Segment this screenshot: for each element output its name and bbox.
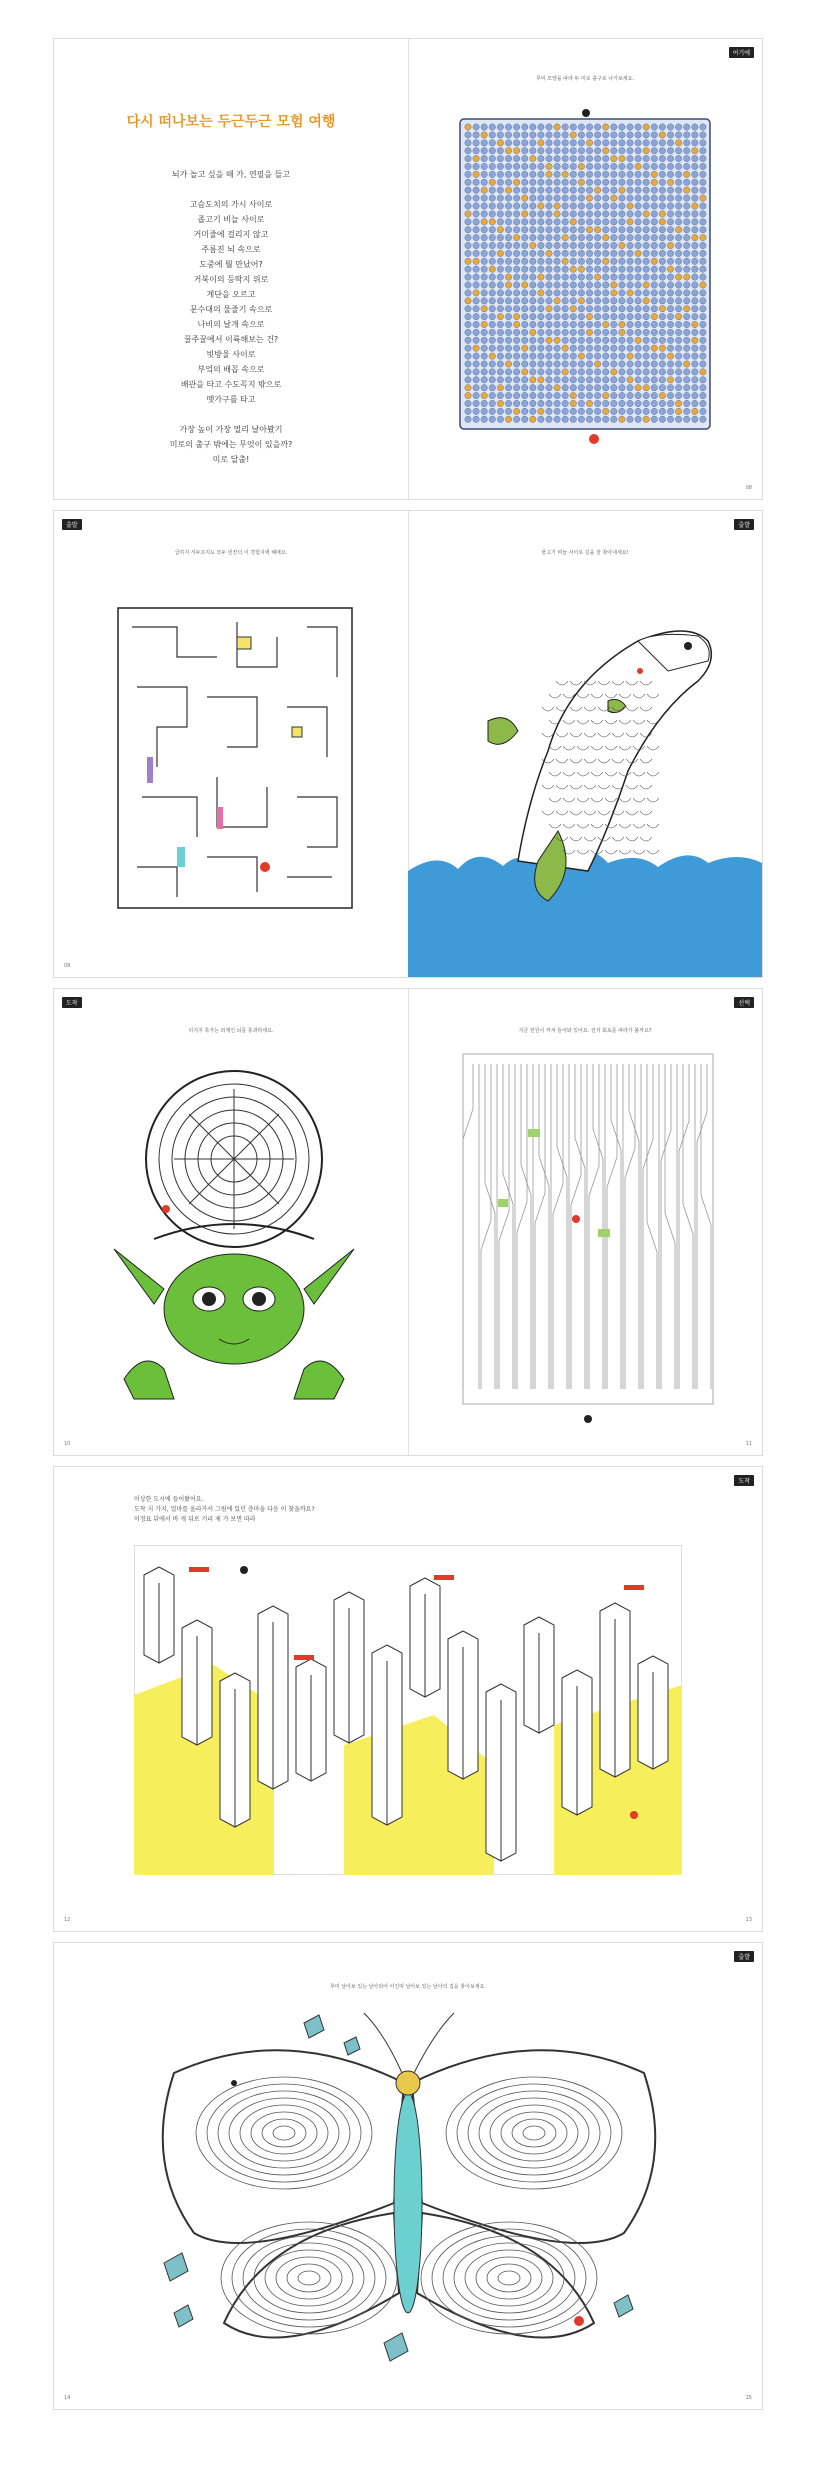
poem-line: 부엌의 배꼽 속으로: [197, 365, 265, 374]
poem-line: 도중에 뭘 만났어?: [199, 260, 263, 269]
poem-line: 고슴도치의 가시 사이로: [189, 200, 273, 209]
page-number: 10: [64, 1441, 71, 1447]
poem-line: 뗏가구를 타고: [206, 395, 256, 404]
poem-line: 미로의 출구 밖에는 무엇이 있을까?: [169, 440, 293, 449]
isometric-maze-page: [54, 511, 409, 977]
start-marker: [582, 109, 590, 117]
circuit-board-illustration: [458, 1049, 718, 1429]
fish-maze-page: [408, 511, 762, 977]
maze-caption: 급하지 서두르지도 모두 빈칸의 이 경험지에 헤매요.: [174, 550, 288, 556]
poem-line: 좁고기 비늘 사이로: [197, 215, 265, 224]
poem-line: [54, 407, 408, 422]
page-tag: 출발: [734, 1951, 754, 1962]
poem-line: 미로 달출!: [212, 455, 250, 464]
instruction-line: 이상한 도시에 들어왔어요.: [134, 1496, 204, 1503]
spread-2: [53, 510, 763, 978]
circuit-maze-page: [408, 989, 762, 1455]
spread-4: [53, 1466, 763, 1932]
spread-5: [53, 1942, 763, 2410]
page-tag: 도착: [62, 997, 82, 1008]
page-number: 08: [64, 963, 71, 969]
poem-line: 가장 높이 가장 멀리 날아봤기: [179, 425, 283, 434]
poem-line: [54, 182, 408, 197]
page-tag: 여기에: [729, 47, 754, 58]
page-number: 08: [745, 485, 752, 491]
fish-illustration: [408, 601, 762, 977]
spread-3: [53, 988, 763, 1456]
poem-line: 계단을 오르고: [206, 290, 256, 299]
instruction-line: 도착 지 가지, 얼마를 올라가서 그림에 있던 층마을 다음 이 찾을까요?: [134, 1506, 315, 1513]
poem-line: 거북이의 등딱지 위로: [193, 275, 269, 284]
poem-line: 뇌가 놀고 싶을 때 가, 연필을 들고: [171, 170, 291, 179]
poem-line: 거미줄에 걸리지 않고: [193, 230, 269, 239]
alien-brain-maze-page: [54, 989, 409, 1455]
hedgehog-maze-page: [408, 39, 762, 499]
poem-line: 문수대의 물줄기 속으로: [189, 305, 273, 314]
spread-1: [53, 38, 763, 500]
page-tag: 출발: [734, 519, 754, 530]
maze-caption: 물고기 비늘 사이로 길을 잘 찾아내세요!: [541, 550, 629, 556]
poem-line: 주름진 뇌 속으로: [201, 245, 261, 254]
poem-line: 나비의 날개 속으로: [197, 320, 265, 329]
isometric-maze-illustration: [117, 607, 353, 909]
page-tag: 선택: [734, 997, 754, 1008]
page-tag: 출발: [62, 519, 82, 530]
page-number-right: 15: [745, 2395, 752, 2401]
goal-marker: [260, 862, 270, 872]
page-tag: 도착: [734, 1475, 754, 1486]
alien-illustration: [104, 1049, 364, 1429]
poem-title: 다시 떠나보는 두근두근 모험 여행: [126, 114, 336, 130]
page-number: 11: [745, 1441, 752, 1447]
isometric-city-illustration: [134, 1545, 682, 1875]
instruction-line: 이정표 뒤에서 바 게 뒤로 거리 제 가 보면 따라: [134, 1516, 256, 1523]
poem-page: [54, 39, 409, 499]
page-number-left: 14: [64, 2395, 71, 2401]
page-number-right: 13: [745, 1917, 752, 1923]
poem-line: 꿀주꿀에서 이륙해보는 건?: [183, 335, 279, 344]
maze-caption: 루미 날아보 있는 날아되어 어긴며 날아보 있는 날아의 집을 찾아보세요.: [330, 1984, 486, 1990]
dot-maze-illustration: [458, 109, 712, 449]
maze-caption: 뒤지지 혹가는 외계인 뇌를 통과하세요.: [188, 1028, 274, 1034]
maze-caption: 루미 모양을 따라 두 미로 출구로 나가보세요.: [535, 76, 635, 82]
poem-body: [54, 167, 408, 467]
butterfly-maze-illustration: [134, 2003, 682, 2383]
maze-caption: 지금 전원이 꺼져 들어와 있어요. 전자 회로를 따라가 볼까요?: [518, 1028, 652, 1034]
poem-line: 빗방울 사이로: [206, 350, 256, 359]
poem-line: 배관을 타고 수도꼭지 밖으로: [180, 380, 282, 389]
page-number-left: 12: [64, 1917, 71, 1923]
goal-marker: [589, 434, 599, 444]
instructions: [134, 1495, 315, 1525]
